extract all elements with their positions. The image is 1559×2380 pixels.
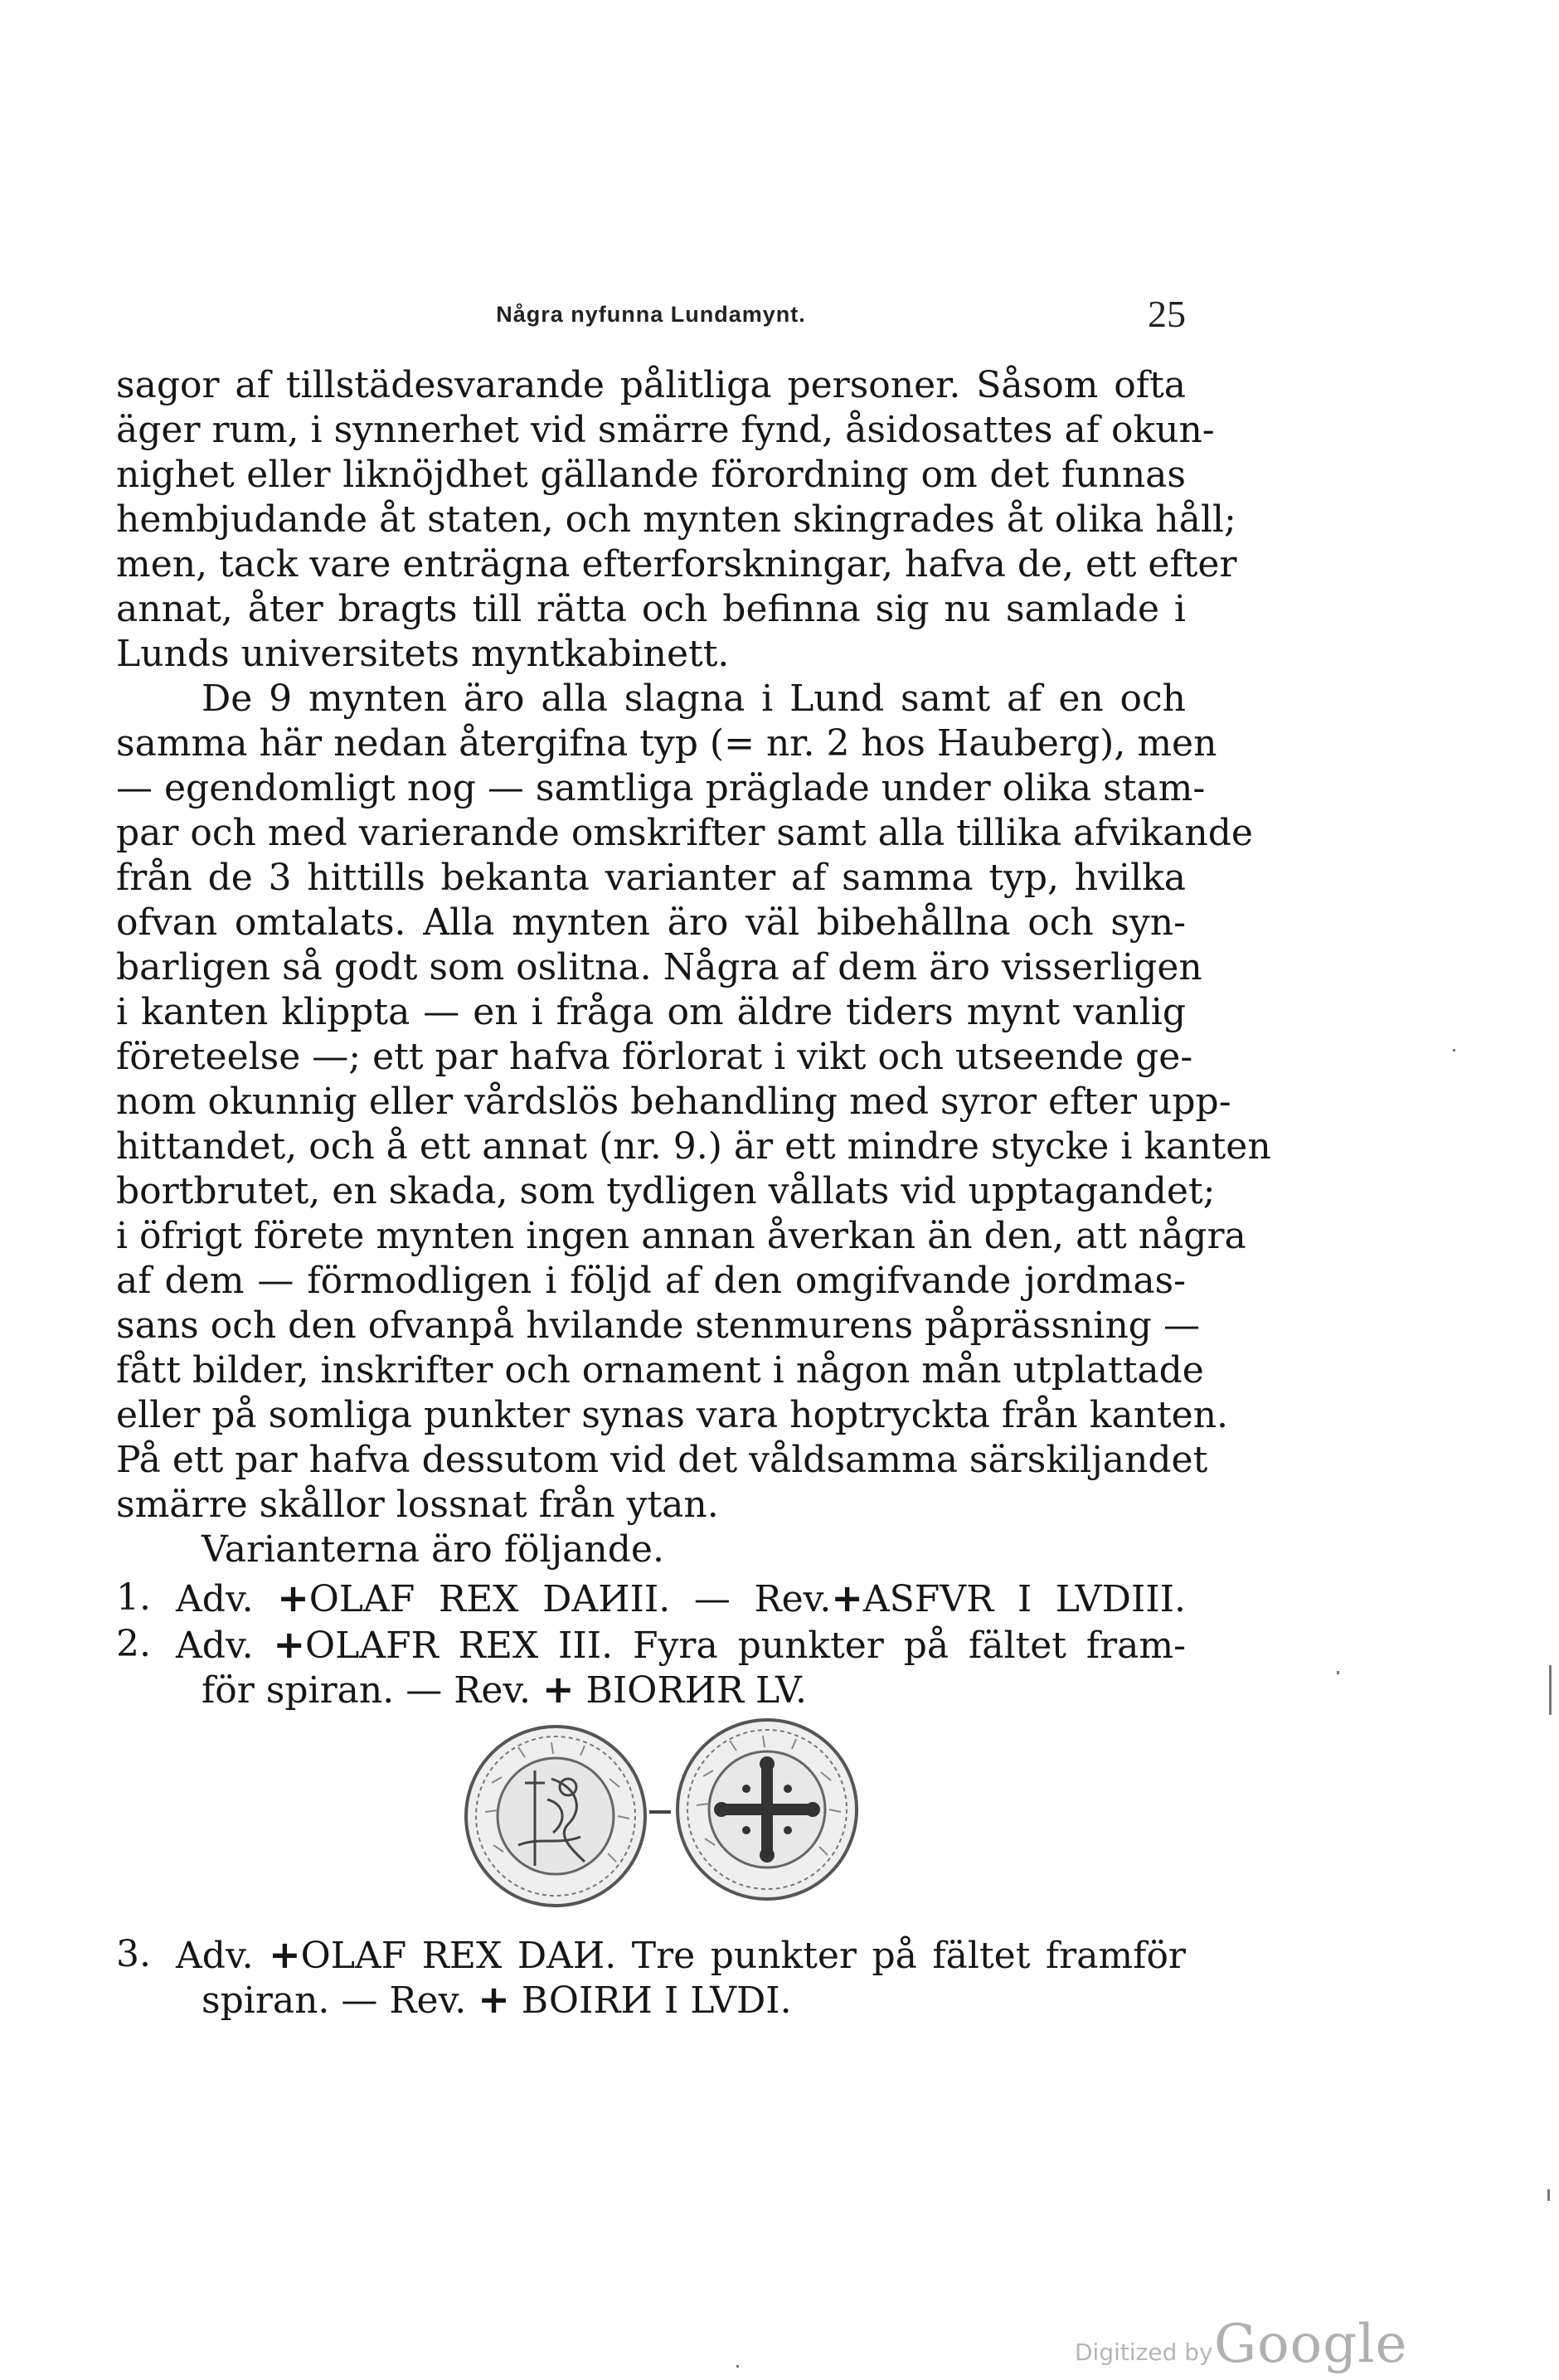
running-head <box>116 292 1186 342</box>
text-line: hembjudande åt staten, och mynten skingrades åt olika håll; <box>116 498 1236 541</box>
text-line: sagor af tillstädesvarande pålitliga personer. Såsom ofta <box>116 364 1186 406</box>
cross-icon: + <box>478 1977 510 2022</box>
text-line: På ett par hafva dessutom vid det våldsamma särskiljandet <box>116 1439 1208 1481</box>
variant-note-cont: spiran. <box>202 1979 330 2022</box>
variant-line <box>202 1977 1186 2022</box>
scan-speck <box>1453 1049 1455 1052</box>
text-line: bortbrutet, en skada, som tydligen vållats vid upptagandet; <box>116 1170 1216 1212</box>
google-watermark <box>1075 2314 1423 2380</box>
text-line: hittandet, och å ett annat (nr. 9.) är ett mindre stycke i kanten <box>116 1125 1271 1168</box>
cross-icon: + <box>269 1932 301 1977</box>
adv-inscription: OLAFR REX III. <box>305 1625 614 1667</box>
variant-line <box>202 1667 1186 1712</box>
adv-label: Adv. <box>176 1578 254 1620</box>
adv-label: Adv. <box>176 1935 254 1977</box>
text-line: men, tack vare enträgna efterforskningar, hafva de, ett efter <box>116 543 1237 585</box>
text-line: fått bilder, inskrifter och ornament i någon mån utplattade <box>116 1349 1204 1392</box>
text-line: nighet eller liknöjdhet gällande förordning om det funnas <box>116 454 1186 496</box>
variant-line <box>176 1576 1186 1620</box>
google-logo: Google <box>1214 2314 1408 2375</box>
variant-number: 3. <box>116 1933 151 1975</box>
rev-inscription: BIORИR LV. <box>585 1669 808 1712</box>
variant-number: 1. <box>116 1576 151 1619</box>
text-line: företeelse —; ett par hafva förlorat i vikt och utseende ge- <box>116 1036 1193 1078</box>
cross-icon: + <box>277 1576 309 1620</box>
adv-inscription: OLAF REX DAИ. <box>300 1935 617 1977</box>
coin-reverse-image <box>672 1714 862 1905</box>
coin-illustration <box>460 1721 867 1928</box>
cross-icon: + <box>831 1576 863 1620</box>
variant-note: Tre punkter på fältet framför <box>631 1935 1186 1977</box>
page-number: 25 <box>1148 293 1186 335</box>
text-line: annat, åter bragts till rätta och befinna sig nu samlade i <box>116 588 1186 630</box>
text-line: eller på somliga punkter synas vara hoptryckta från kanten. <box>116 1394 1229 1436</box>
text-line: i öfrigt förete mynten ingen annan åverkan än den, att några <box>116 1215 1246 1257</box>
text-line: ofvan omtalats. Alla mynten äro väl bibehållna och syn- <box>116 901 1186 944</box>
scan-edge-mark <box>1549 1665 1552 1715</box>
coin-obverse-image <box>460 1721 651 1911</box>
adv-inscription: OLAF REX DAИII. <box>308 1578 671 1620</box>
text-line: barligen så godt som oslitna. Några af dem äro visserligen <box>116 946 1202 988</box>
running-title: Några nyfunna Lundamynt. <box>496 302 806 327</box>
digitized-by-label: Digitized by <box>1075 2339 1213 2366</box>
variant-note: Fyra punkter på fältet fram- <box>633 1625 1186 1667</box>
rev-label: Rev. <box>389 1979 467 2022</box>
separator-dash: — <box>406 1669 443 1712</box>
variant-note-cont: för spiran. <box>202 1669 395 1712</box>
text-line: af dem — förmodligen i följd af den omgifvande jordmas- <box>116 1260 1186 1302</box>
text-line: smärre skållor lossnat från ytan. <box>116 1484 719 1526</box>
text-line: par och med varierande omskrifter samt alla tillika afvikande <box>116 812 1253 854</box>
separator-dash: — <box>693 1578 731 1620</box>
variant-line <box>176 1622 1186 1667</box>
adv-label: Adv. <box>176 1625 254 1667</box>
scan-speck <box>736 2365 739 2368</box>
variant-number: 2. <box>116 1623 151 1665</box>
rev-label: Rev. <box>454 1669 531 1712</box>
text-line: samma här nedan återgifna typ (= nr. 2 hos Hauberg), men <box>116 722 1217 765</box>
text-line: sans och den ofvanpå hvilande stenmurens påprässning — <box>116 1304 1200 1347</box>
rev-inscription: BOIRИ I LVDI. <box>521 1979 792 2022</box>
rev-inscription: ASFVR I LVDIII. <box>862 1578 1186 1620</box>
text-line: Varianterna äro följande. <box>202 1528 664 1571</box>
text-line: nom okunnig eller vårdslös behandling med syror efter upp- <box>116 1081 1231 1123</box>
text-line: äger rum, i synnerhet vid smärre fynd, åsidosattes af okun- <box>116 409 1215 451</box>
cross-icon: + <box>273 1622 305 1667</box>
text-line: Lunds universitets myntkabinett. <box>116 633 730 675</box>
text-line: i kanten klippta — en i fråga om äldre tiders mynt vanlig <box>116 991 1186 1033</box>
scan-speck <box>1337 1671 1339 1674</box>
text-line: De 9 mynten äro alla slagna i Lund samt af en och <box>202 678 1186 720</box>
scan-edge-mark <box>1547 2189 1550 2201</box>
coin-separator <box>649 1810 671 1814</box>
rev-label: Rev. <box>754 1578 832 1620</box>
cross-icon: + <box>542 1667 575 1712</box>
text-line: — egendomligt nog — samtliga präglade under olika stam- <box>116 767 1206 809</box>
separator-dash: — <box>341 1979 378 2022</box>
variant-line <box>176 1932 1186 1977</box>
text-line: från de 3 hittills bekanta varianter af samma typ, hvilka <box>116 857 1186 899</box>
